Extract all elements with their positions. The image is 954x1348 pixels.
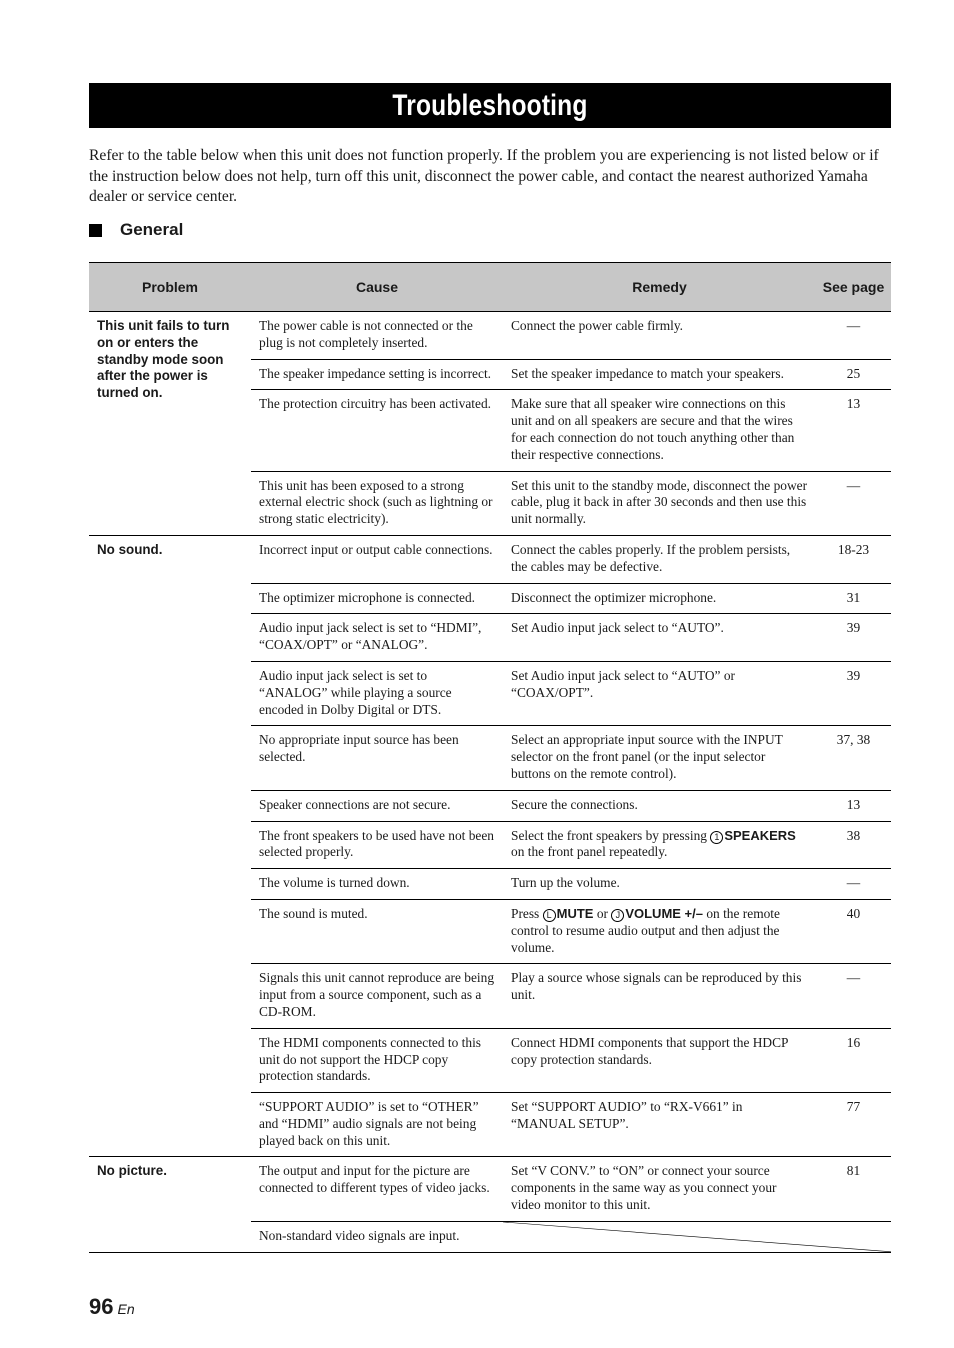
page-cell: 39 [816,614,891,662]
page-cell: — [816,964,891,1028]
remedy-cell: Secure the connections. [503,790,816,821]
remedy-text: or [593,905,612,921]
remedy-text: Press [511,905,543,921]
remedy-cell: Set the speaker impedance to match your speakers. [503,359,816,390]
header-cause: Cause [251,263,503,312]
cause-cell: The volume is turned down. [251,869,503,900]
remedy-cell: Set this unit to the standby mode, disconnect the power cable, plug it back in after 30 seconds and then use this unit normally. [503,471,816,535]
remedy-cell: Set “SUPPORT AUDIO” to “RX-V661” in “MANUAL SETUP”. [503,1093,816,1157]
cause-cell: Signals this unit cannot reproduce are being input from a source component, such as a CD-ROM. [251,964,503,1028]
remedy-text: on the front panel repeatedly. [511,844,668,860]
cause-cell: The front speakers to be used have not been selected properly. [251,821,503,869]
key-number-icon: 1 [710,831,723,844]
remedy-cell [503,899,816,963]
page-cell: 16 [816,1028,891,1092]
speakers-key-label: SPEAKERS [724,827,796,843]
problem-cell: No picture. [89,1157,251,1252]
mute-key-label: MUTE [556,905,594,921]
intro-paragraph: Refer to the table below when this unit does not function properly. If the problem you are experiencing is not listed below or if the instruction below does not help, turn off this unit, disconnect the power cable, and contact the nearest authorized Yamaha dealer or service center. [89,147,879,206]
volume-key-label: VOLUME +/– [625,905,703,921]
cause-cell: Speaker connections are not secure. [251,790,503,821]
page-cell: 13 [816,390,891,471]
remedy-cell: Connect the cables properly. If the problem persists, the cables may be defective. [503,535,816,583]
remedy-text: on the remote control to resume audio output and then adjust the volume. [511,905,780,955]
empty-diagonal-cell [503,1221,891,1252]
diagonal-line [503,1222,891,1252]
page-cell: — [816,471,891,535]
cause-cell: The output and input for the picture are connected to different types of video jacks. [251,1157,503,1221]
page-cell: 13 [816,790,891,821]
remedy-cell: Connect the power cable firmly. [503,312,816,360]
page-cell: 40 [816,899,891,963]
cause-cell: The protection circuitry has been activated. [251,390,503,471]
remedy-text: Select the front speakers by pressing [511,827,711,843]
remedy-cell: Set “V CONV.” to “ON” or connect your source components in the same way as you connect your video monitor to this unit. [503,1157,816,1221]
header-remedy: Remedy [503,263,816,312]
page-cell: — [816,312,891,360]
page-cell: 25 [816,359,891,390]
remedy-cell: Set Audio input jack select to “AUTO”. [503,614,816,662]
page-cell: 81 [816,1157,891,1221]
square-bullet-icon [89,224,102,237]
header-problem: Problem [89,263,251,312]
table-row [89,535,891,583]
cause-cell: The optimizer microphone is connected. [251,583,503,614]
cause-cell: Audio input jack select is set to “HDMI”, “COAX/OPT” or “ANALOG”. [251,614,503,662]
page-cell: 77 [816,1093,891,1157]
key-letter-icon: L [543,909,556,922]
page-cell: 18-23 [816,535,891,583]
remedy-cell [503,821,816,869]
page-cell: 39 [816,661,891,725]
cause-cell: This unit has been exposed to a strong external electric shock (such as lightning or strong static electricity). [251,471,503,535]
page-cell: 31 [816,583,891,614]
remedy-cell: Make sure that all speaker wire connections on this unit and on all speakers are secure and that the wires for each connection do not touch anything other than their respective connections. [503,390,816,471]
language-code: En [117,1301,135,1317]
cause-cell: The sound is muted. [251,899,503,963]
remedy-cell: Select an appropriate input source with the INPUT selector on the front panel (or the input selector buttons on the remote control). [503,726,816,790]
cause-cell: The power cable is not connected or the plug is not completely inserted. [251,312,503,360]
cause-cell: The speaker impedance setting is incorrect. [251,359,503,390]
remedy-cell: Play a source whose signals can be reproduced by this unit. [503,964,816,1028]
problem-cell: No sound. [89,535,251,1157]
remedy-cell: Set Audio input jack select to “AUTO” or “COAX/OPT”. [503,661,816,725]
cause-cell: Incorrect input or output cable connections. [251,535,503,583]
cause-cell: “SUPPORT AUDIO” is set to “OTHER” and “HDMI” audio signals are not being played back on this unit. [251,1093,503,1157]
table-row [89,1157,891,1221]
troubleshooting-table [89,262,891,1253]
page-number: 96 [89,1294,114,1319]
page-title: Troubleshooting [392,88,588,122]
cause-cell: No appropriate input source has been selected. [251,726,503,790]
cause-cell: The HDMI components connected to this unit do not support the HDCP copy protection standards. [251,1028,503,1092]
cause-cell: Audio input jack select is set to “ANALOG” while playing a source encoded in Dolby Digital or DTS. [251,661,503,725]
page-cell: 38 [816,821,891,869]
page-title-bar [89,83,891,128]
page-cell: — [816,869,891,900]
remedy-cell: Connect HDMI components that support the HDCP copy protection standards. [503,1028,816,1092]
section-heading [89,220,183,240]
cause-cell: Non-standard video signals are input. [251,1221,503,1252]
remedy-cell: Turn up the volume. [503,869,816,900]
remedy-cell: Disconnect the optimizer microphone. [503,583,816,614]
table-row [89,312,891,360]
key-letter-icon: J [611,909,624,922]
section-heading-text: General [120,220,184,239]
problem-cell: This unit fails to turn on or enters the standby mode soon after the power is turned on. [89,312,251,536]
header-see-page: See page [816,263,891,312]
page-footer [89,1294,135,1320]
table-header-row [89,263,891,312]
page-cell: 37, 38 [816,726,891,790]
